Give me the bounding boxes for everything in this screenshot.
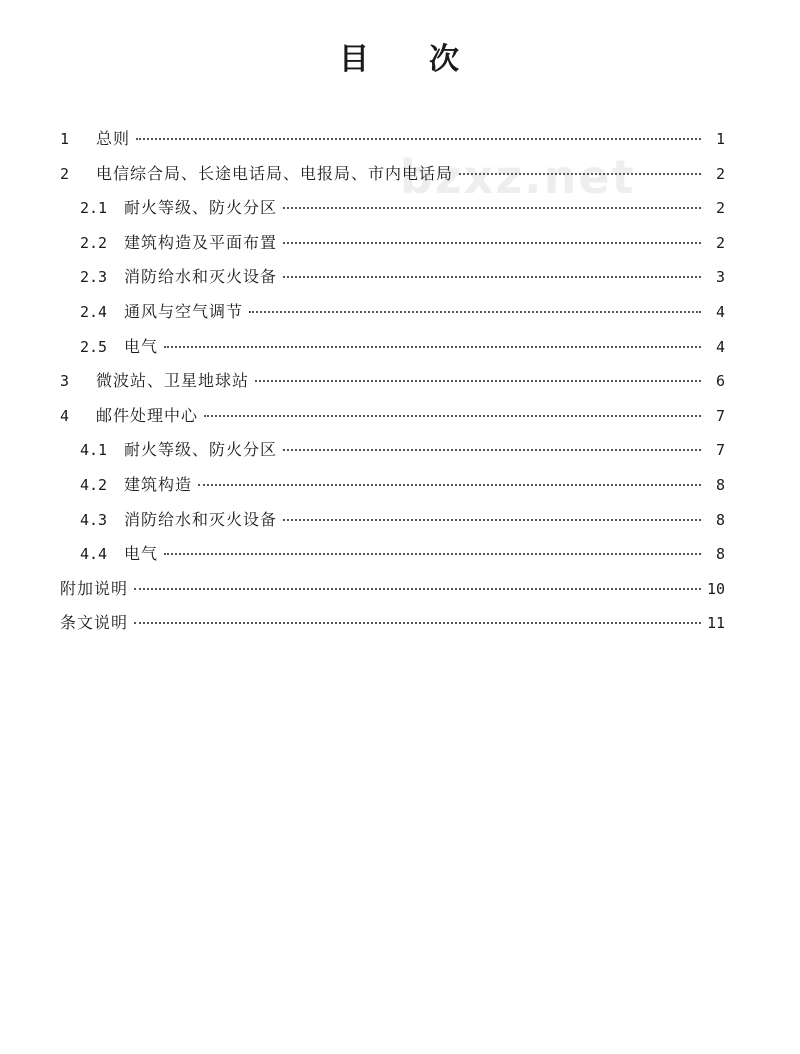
dot-leader (255, 380, 701, 382)
toc-entry-page: 8 (715, 510, 725, 529)
toc-entry-number: 2.2 (80, 233, 108, 252)
toc-entry-number: 2.1 (80, 199, 108, 218)
title-char-1: 目 (339, 42, 371, 77)
toc-entry-number: 2.5 (80, 337, 108, 356)
dot-leader (136, 138, 701, 140)
toc-entry-label: 条文说明 (60, 613, 129, 633)
toc-entry[interactable] (60, 468, 725, 503)
toc-entry[interactable] (60, 122, 725, 157)
toc-entry-page: 2 (715, 199, 725, 218)
toc-entry[interactable] (60, 330, 725, 365)
toc-entry-number: 2.3 (80, 268, 108, 287)
toc-entry-label: 电气 (124, 336, 159, 356)
toc-entry[interactable] (60, 537, 725, 572)
toc-entry-label: 总则 (96, 129, 131, 148)
toc-entry[interactable] (60, 433, 725, 468)
toc-entry-page: 4 (715, 302, 725, 321)
dot-leader (164, 553, 701, 555)
toc-entry-page: 7 (715, 406, 725, 425)
dot-leader (283, 519, 701, 521)
title-char-2: 次 (429, 42, 461, 77)
dot-leader (249, 311, 701, 313)
dot-leader (204, 415, 701, 417)
toc-entry-label: 通风与空气调节 (124, 301, 244, 321)
toc-entry-number: 4.2 (80, 475, 108, 494)
table-of-contents (60, 122, 725, 641)
toc-entry-label: 耐火等级、防火分区 (124, 440, 278, 460)
toc-entry-number: 4 (60, 406, 70, 425)
toc-entry-page: 8 (715, 545, 725, 564)
toc-entry-label: 邮件处理中心 (96, 405, 199, 425)
toc-entry[interactable] (60, 260, 725, 295)
toc-entry-label: 建筑构造及平面布置 (124, 232, 278, 252)
toc-entry-number: 4.3 (80, 510, 108, 529)
toc-entry-page: 1 (715, 130, 725, 148)
toc-entry-page: 4 (715, 337, 725, 356)
toc-entry-number: 2 (60, 164, 70, 183)
toc-entry-label: 建筑构造 (124, 474, 193, 494)
toc-entry[interactable] (60, 157, 725, 192)
toc-entry[interactable] (60, 295, 725, 330)
toc-entry-label: 附加说明 (60, 578, 129, 598)
toc-entry[interactable] (60, 191, 725, 226)
toc-entry-label: 耐火等级、防火分区 (124, 198, 278, 218)
toc-entry-number: 3 (60, 372, 70, 391)
toc-entry-label: 微波站、卫星地球站 (96, 371, 250, 391)
toc-entry[interactable] (60, 572, 725, 607)
toc-entry-number: 1 (60, 130, 70, 148)
toc-entry-page: 7 (715, 441, 725, 460)
toc-entry-page: 10 (707, 579, 726, 598)
page-title (0, 34, 800, 78)
toc-entry-number: 4.4 (80, 545, 108, 564)
toc-entry-page: 11 (707, 614, 726, 633)
toc-entry-label: 电信综合局、长途电话局、电报局、市内电话局 (96, 163, 454, 183)
dot-leader (134, 622, 701, 624)
dot-leader (283, 449, 701, 451)
toc-entry-label: 消防给水和灭火设备 (124, 509, 278, 529)
dot-leader (459, 173, 701, 175)
toc-entry-page: 2 (715, 164, 725, 183)
toc-entry-page: 2 (715, 233, 725, 252)
toc-entry-number: 4.1 (80, 441, 108, 460)
toc-entry-number: 2.4 (80, 302, 108, 321)
toc-entry-page: 8 (715, 475, 725, 494)
toc-entry-page: 3 (715, 268, 725, 287)
watermark: bzxz.net (400, 150, 636, 204)
toc-entry[interactable] (60, 226, 725, 261)
toc-entry[interactable] (60, 364, 725, 399)
dot-leader (283, 276, 701, 278)
toc-entry-label: 消防给水和灭火设备 (124, 267, 278, 287)
dot-leader (198, 484, 701, 486)
dot-leader (283, 207, 701, 209)
toc-entry-page: 6 (715, 372, 725, 391)
dot-leader (134, 588, 701, 590)
toc-entry[interactable] (60, 606, 725, 641)
toc-entry[interactable] (60, 503, 725, 538)
dot-leader (283, 242, 701, 244)
toc-entry-label: 电气 (124, 544, 159, 564)
dot-leader (164, 346, 701, 348)
toc-entry[interactable] (60, 399, 725, 434)
